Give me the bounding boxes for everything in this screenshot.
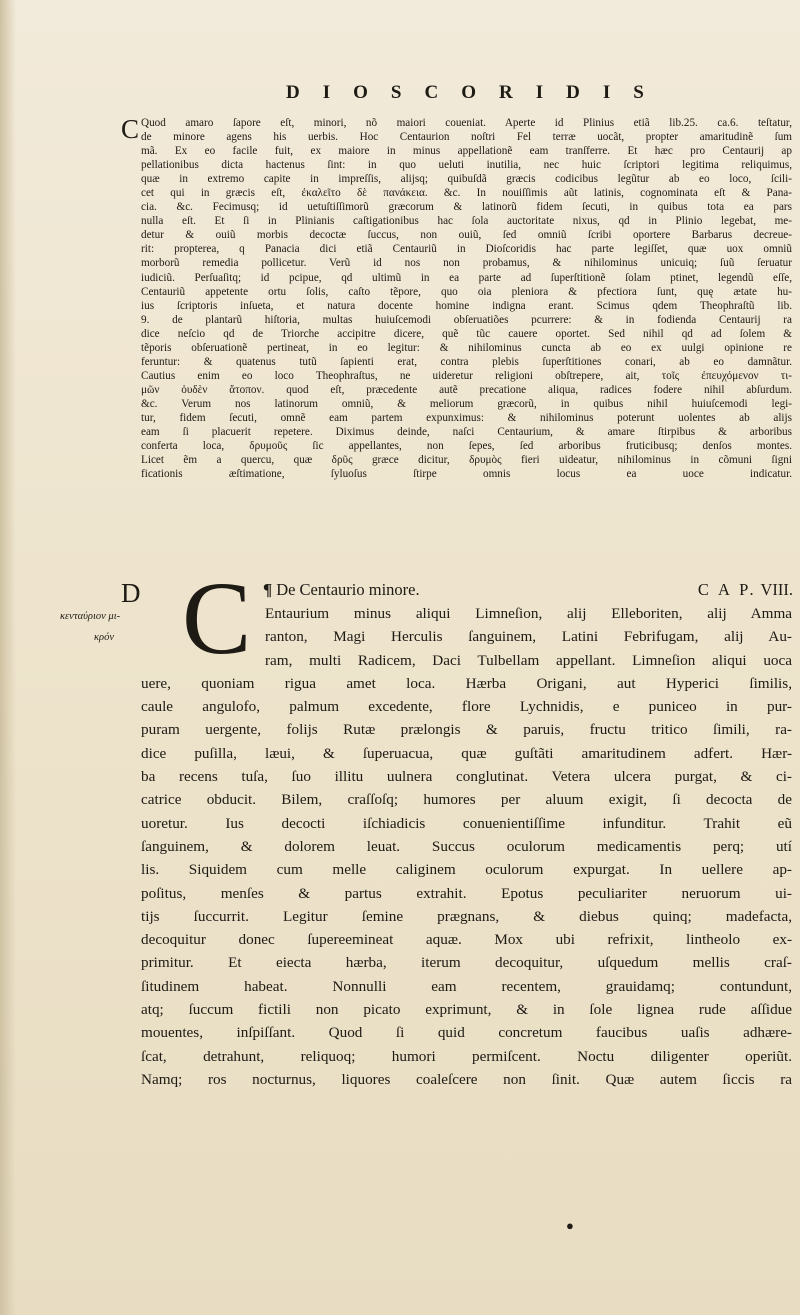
text-line: catrice obducit. Bilem, craſſoſq; humores per aluum exigit, ſi decocta de <box>141 791 792 809</box>
text-line: cet qui in græcis eſt, ἐκαλεῖτο δὲ πανάκεια. &c. In nouiſſimis aũt latinis, cognominata eſt & Pana- <box>141 187 792 200</box>
margin-note <box>60 606 126 648</box>
text-line: Entaurium minus aliqui Limneſion, alij Elleboriten, alij Amma <box>265 605 792 622</box>
page-gutter-shadow <box>0 0 16 1315</box>
initial-letter: C <box>182 561 252 676</box>
running-head-letter: C <box>424 82 441 103</box>
text-line: &c. Verum nos latinorum omniũ, & meliorum græcorũ, in quibus nihil huiuſcemodi legi- <box>141 397 792 410</box>
chapter-title: De Centaurio minore. <box>276 580 420 599</box>
chapter-heading <box>263 580 793 600</box>
running-head-letter: D <box>286 82 302 103</box>
pilcrow-mark: ¶ <box>263 580 273 599</box>
section-marker-d: D <box>121 578 141 608</box>
text-line: ficationis æſtimatione, ſyluoſus ſtirpe omnis locus ea uoce indicatur. <box>141 468 792 481</box>
text-line: pellationibus dicta hactenus ſint: in quo ueluti inutilia, nec huic ſcriptori legitima reliquimus, <box>141 159 792 172</box>
text-line: detur & ouiũ morbis decoctæ ſuccus, non ouiũ, ſed omniũ ſcribi oportere Barbarus decreue- <box>141 229 792 242</box>
ornament-icon: ● <box>566 1218 574 1233</box>
running-head-letter: I <box>535 82 546 103</box>
text-line: atq; ſuccum fictili non picato exprimunt, & in ſole lignea rude aſſidue <box>141 1001 792 1019</box>
text-line: Namq; ros nocturnus, liquores coaleſcere non ſinit. Quæ autem ſiccis ra <box>141 1070 792 1088</box>
text-line: rit: propterea, q Panacia dici etiã Centauriũ in Dioſcoridis hac parte legiſſet, quæ uox omniũ <box>141 243 792 256</box>
text-line: ranton, Magi Herculis ſanguinem, Latini Febrifugam, alij Au- <box>265 628 792 646</box>
text-line: uoretur. Ius decocti iſchiadicis conuenientiſſime infunditur. Trahit eũ <box>141 814 792 832</box>
text-line: conferta loca, δρυμοῦς ſic appellantes, non ſepes, ſed arboribus fruticibusq; denſos montes. <box>141 440 792 453</box>
text-line: cia. &c. Fecimusq; id uetuſtiſſimorũ græcorum & latinorũ fidem ſecuti, in quibus tota ea pars <box>141 201 792 214</box>
text-line: morborũ remedia pollicetur. Verũ id nos non probamus, & nihilominus unicuiq; ſuũ ſeruatur <box>141 257 792 270</box>
text-line: mã. Ex eo facile fuit, ex maiore in minus appellationẽ eam tranſferre. Et hæc pro Centaurij ap <box>141 145 792 158</box>
running-head-letter: R <box>499 82 515 103</box>
text-line: ius ſcriptoris inſueta, et natura docente homine indigna erant. Scimus qdem Theophraſtũ lib. <box>141 299 792 312</box>
running-head <box>286 82 646 104</box>
running-head-letter: S <box>390 82 404 103</box>
text-line: ram, multi Radicem, Daci Tulbellam appellant. Limneſion aliqui uoca <box>265 651 792 669</box>
running-head-letter: S <box>633 82 646 103</box>
commentary-block <box>141 116 792 481</box>
text-line: de minore agens his uerbis. Hoc Centaurion noſtri Fel terræ uocãt, propter amaritudinẽ ſum <box>141 131 792 144</box>
text-line: eam ſi placuerit repetere. Diximus deinde, naſci Centaurium, & amare ſtirpibus & arboribus <box>141 426 792 439</box>
margin-note-line: κενταύριον μι- <box>60 611 121 622</box>
text-line: mouentes, inſpiſſant. Quod ſi quid concretum faucibus uaſis adhære- <box>141 1024 792 1042</box>
text-line: μῶν ὀυδὲν ἄτοπον. quod eſt, præcedente autẽ precatione aliqua, radices fodere nihil abſurdum. <box>141 383 792 396</box>
text-line: iudiciũ. Perſuaſitq; id pcipue, qd ultimũ in ea parte ad ſuperſtitionẽ ſolam ptinet, legendũ eſſe, <box>141 271 792 284</box>
text-line: lis. Siquidem cum melle caliginem oculorum expurgat. In uellere ap- <box>141 861 792 879</box>
text-line: Centauriũ appetente ortu ſolis, caſto tẽpore, quo oia pleniora & pfectiora ſunt, quę ætate hu- <box>141 285 792 298</box>
text-line: 9. de plantarũ hiſtoria, multas huiuſcemodi obſeruatiões pcurrere: & in fodienda Centaurij ra <box>141 313 792 326</box>
text-line: puram uergente, folijs Rutæ prælongis & paruis, fructu tritico ſimili, ra- <box>141 721 792 739</box>
chapter-number-wrap <box>698 580 793 600</box>
text-line: nulla eſt. Et ſi in Plinianis caſtigationibus hac ſola auctoritate nixus, qd in Plinio legebat, me- <box>141 215 792 228</box>
text-line: Licet ẽm a quercu, quæ δρῦς græce dicitur, δρυμὸς fieri uideatur, nihilominus in cõmuni ſigni <box>141 454 792 467</box>
running-head-letter: I <box>602 82 613 103</box>
running-head-letter: I <box>322 82 333 103</box>
chapter-title-wrap <box>263 580 420 600</box>
text-line: feruntur: & quatenus tutũ ſapienti erat, contra plebis ſuperſtitiones conari, ab eo damnãtur. <box>141 355 792 368</box>
chapter-number: VIII. <box>760 580 793 599</box>
chapter-text-block <box>141 602 792 1091</box>
text-line: ſcat, detrahunt, reliquoq; humori permiſcent. Noctu diligenter operiũt. <box>141 1047 792 1065</box>
text-line: ſitudinem habeat. Nonnulli eam recentem, grauidamq; contundunt, <box>141 977 792 995</box>
margin-note-line: κρόν <box>94 632 114 643</box>
text-line: Cautius enim eo loco Theophraſtus, ne uideretur religioni obſtrepere, ait, τοῖς ἐπευχόμενον τι- <box>141 369 792 382</box>
text-line: Quod amaro ſapore eſt, minori, nõ maiori coueniat. Aperte id Plinius etiã lib.25. ca.6. teſtatur, <box>141 117 792 129</box>
section-marker-c: C <box>121 114 140 144</box>
running-head-letter: O <box>353 82 370 103</box>
text-line: ba recens tuſa, ſuo illitu uulnera conglutinat. Vetera ulcera purgat, & ci- <box>141 768 792 786</box>
text-line: ſanguinem, & dolorem leuat. Succus oculorum medicamentis perq; utí <box>141 837 792 855</box>
text-line: decoquitur donec ſupereemineat aquæ. Mox ubi refrixit, lintheolo ex- <box>141 931 792 949</box>
text-line: tur, fidem ſecuti, omnẽ eam partem expunximus: & nihilominus poterunt uolentes ab alijs <box>141 411 792 424</box>
text-line: quæ in extremo capite in impreſſis, alijsq; quibuſdã græcis codicibus legũtur ab eo loco, ſcili- <box>141 173 792 186</box>
text-line: dice puſilla, læui, & ſuperuacua, quæ guſtãti amaritudinem adfert. Hær- <box>141 744 792 762</box>
text-line: primitur. Et eiecta hærba, iterum decoquitur, uſquedum mellis craſ- <box>141 954 792 972</box>
chapter-label: C A P. <box>697 580 757 599</box>
text-line: tẽporis obſeruationẽ pertineat, in eo legitur: & nihilominus cuncta ab eo ex uulgi opinione re <box>141 341 792 354</box>
running-head-letter: D <box>566 82 582 103</box>
running-head-letter: O <box>461 82 479 103</box>
text-line: dice neſcio qd de Triorche accipitre dicere, quẽ tũc cauere oportet. Sed nihil qd ad ſolem & <box>141 327 792 340</box>
text-line: tijs ſuccurrit. Legitur ſemine prægnans, & diebus quinq; madefacta, <box>141 907 792 925</box>
text-line: poſitus, menſes & partus extrahit. Epotus peculiariter neruorum ui- <box>141 884 792 902</box>
text-line: caule angulofo, palmum excedente, flore Lychnidis, e puniceo in pur- <box>141 698 792 716</box>
text-line: uere, quoniam rigua amet loca. Hærba Origani, aut Hyperici ſimilis, <box>141 674 792 692</box>
